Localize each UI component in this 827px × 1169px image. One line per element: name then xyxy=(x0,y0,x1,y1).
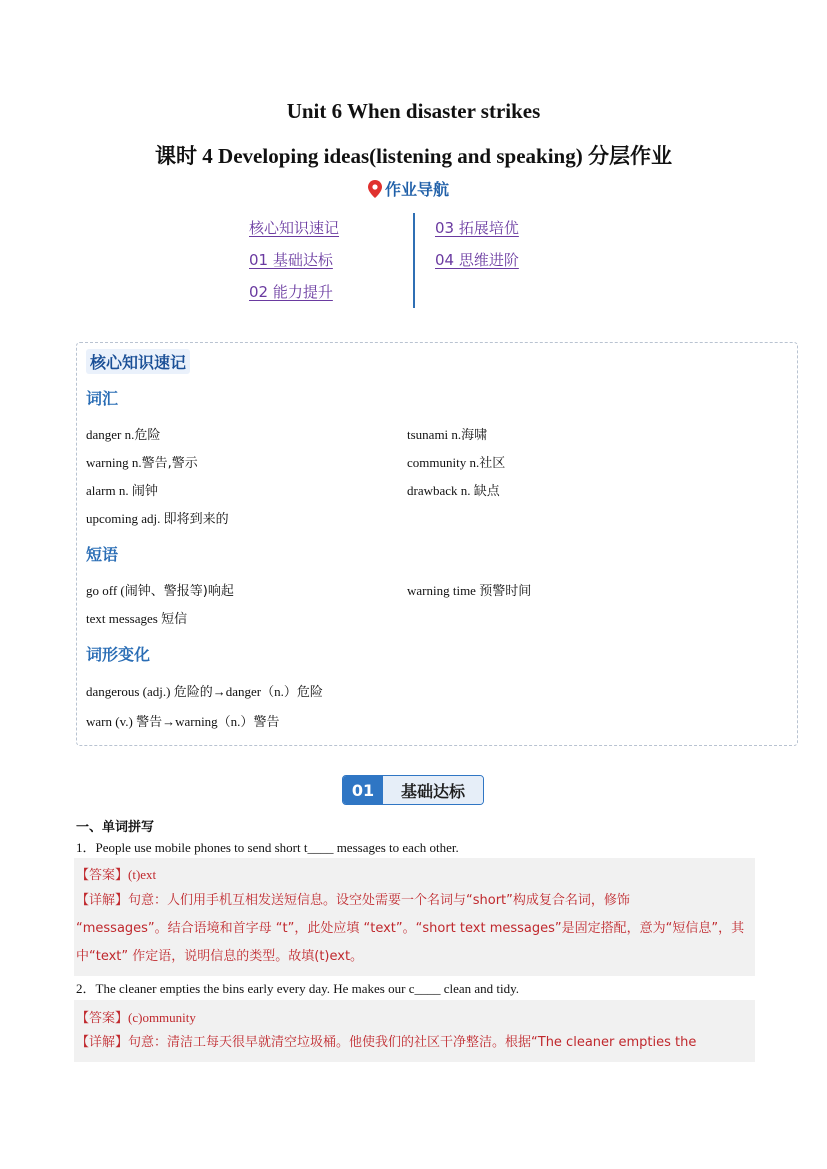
section-01-badge xyxy=(342,775,484,805)
vocab-item: community n.社区 xyxy=(407,455,506,471)
vocab-item: warning n.警告,警示 xyxy=(86,455,198,471)
nav-link-ability[interactable]: 02 能力提升 xyxy=(249,283,333,301)
word-forms-heading: 词形变化 xyxy=(86,645,151,664)
vocab-item: tsunami n.海啸 xyxy=(407,427,488,443)
word-form-item: warn (v.) 警告→warning（n.）警告 xyxy=(86,714,280,730)
explanation-1: 【详解】句意：人们用手机互相发送短信息。设空处需要一个名词与“short”构成复合名词，修饰 “messages”。结合语境和首字母 “t”，此处应填 “text”。“short text messages”是固定搭配，意为“短信息”，其 中“text” 作定语，说明信息的类型。故填(t)ext。 xyxy=(76,893,745,964)
vocab-item: upcoming adj. 即将到来的 xyxy=(86,511,229,527)
answer-2: 【答案】(c)ommunity xyxy=(76,1010,196,1026)
homework-nav-heading xyxy=(368,177,449,200)
page-title: Unit 6 When disaster strikes xyxy=(286,99,541,123)
phrase-item: warning time 预警时间 xyxy=(407,583,532,599)
nav-link-extension[interactable]: 03 拓展培优 xyxy=(435,219,519,237)
part-heading: 一、单词拼写 xyxy=(76,820,155,835)
answer-1: 【答案】(t)ext xyxy=(76,867,157,883)
nav-link-core-knowledge[interactable]: 核心知识速记 xyxy=(249,219,340,237)
section-number: 01 xyxy=(343,776,383,804)
page-subtitle: 课时 4 Developing ideas(listening and speaking) 分层作业 xyxy=(155,144,672,168)
vocab-item: danger n.危险 xyxy=(86,427,161,443)
question-2: 2．The cleaner empties the bins early every day. He makes our c____ clean and tidy. xyxy=(76,981,520,996)
word-form-item: dangerous (adj.) 危险的→danger（n.）危险 xyxy=(86,684,323,700)
phrase-heading: 短语 xyxy=(86,545,119,564)
section-title: 基础达标 xyxy=(383,776,483,804)
nav-divider xyxy=(413,213,415,308)
homework-nav-title: 作业导航 xyxy=(385,180,450,199)
vocab-item: alarm n. 闹钟 xyxy=(86,483,158,499)
location-pin-icon xyxy=(368,180,382,198)
explanation-2: 【详解】句意：清洁工每天很早就清空垃圾桶。他使我们的社区干净整洁。根据“The cleaner empties the xyxy=(76,1035,697,1050)
vocab-heading: 词汇 xyxy=(86,389,119,408)
vocab-item: drawback n. 缺点 xyxy=(407,483,500,499)
nav-link-basic[interactable]: 01 基础达标 xyxy=(249,251,333,269)
nav-link-thinking[interactable]: 04 思维进阶 xyxy=(435,251,519,269)
phrase-item: go off (闹钟、警报等)响起 xyxy=(86,583,234,599)
question-1: 1．People use mobile phones to send short t____ messages to each other. xyxy=(76,840,459,855)
phrase-item: text messages 短信 xyxy=(86,611,188,627)
core-knowledge-title: 核心知识速记 xyxy=(86,349,190,374)
